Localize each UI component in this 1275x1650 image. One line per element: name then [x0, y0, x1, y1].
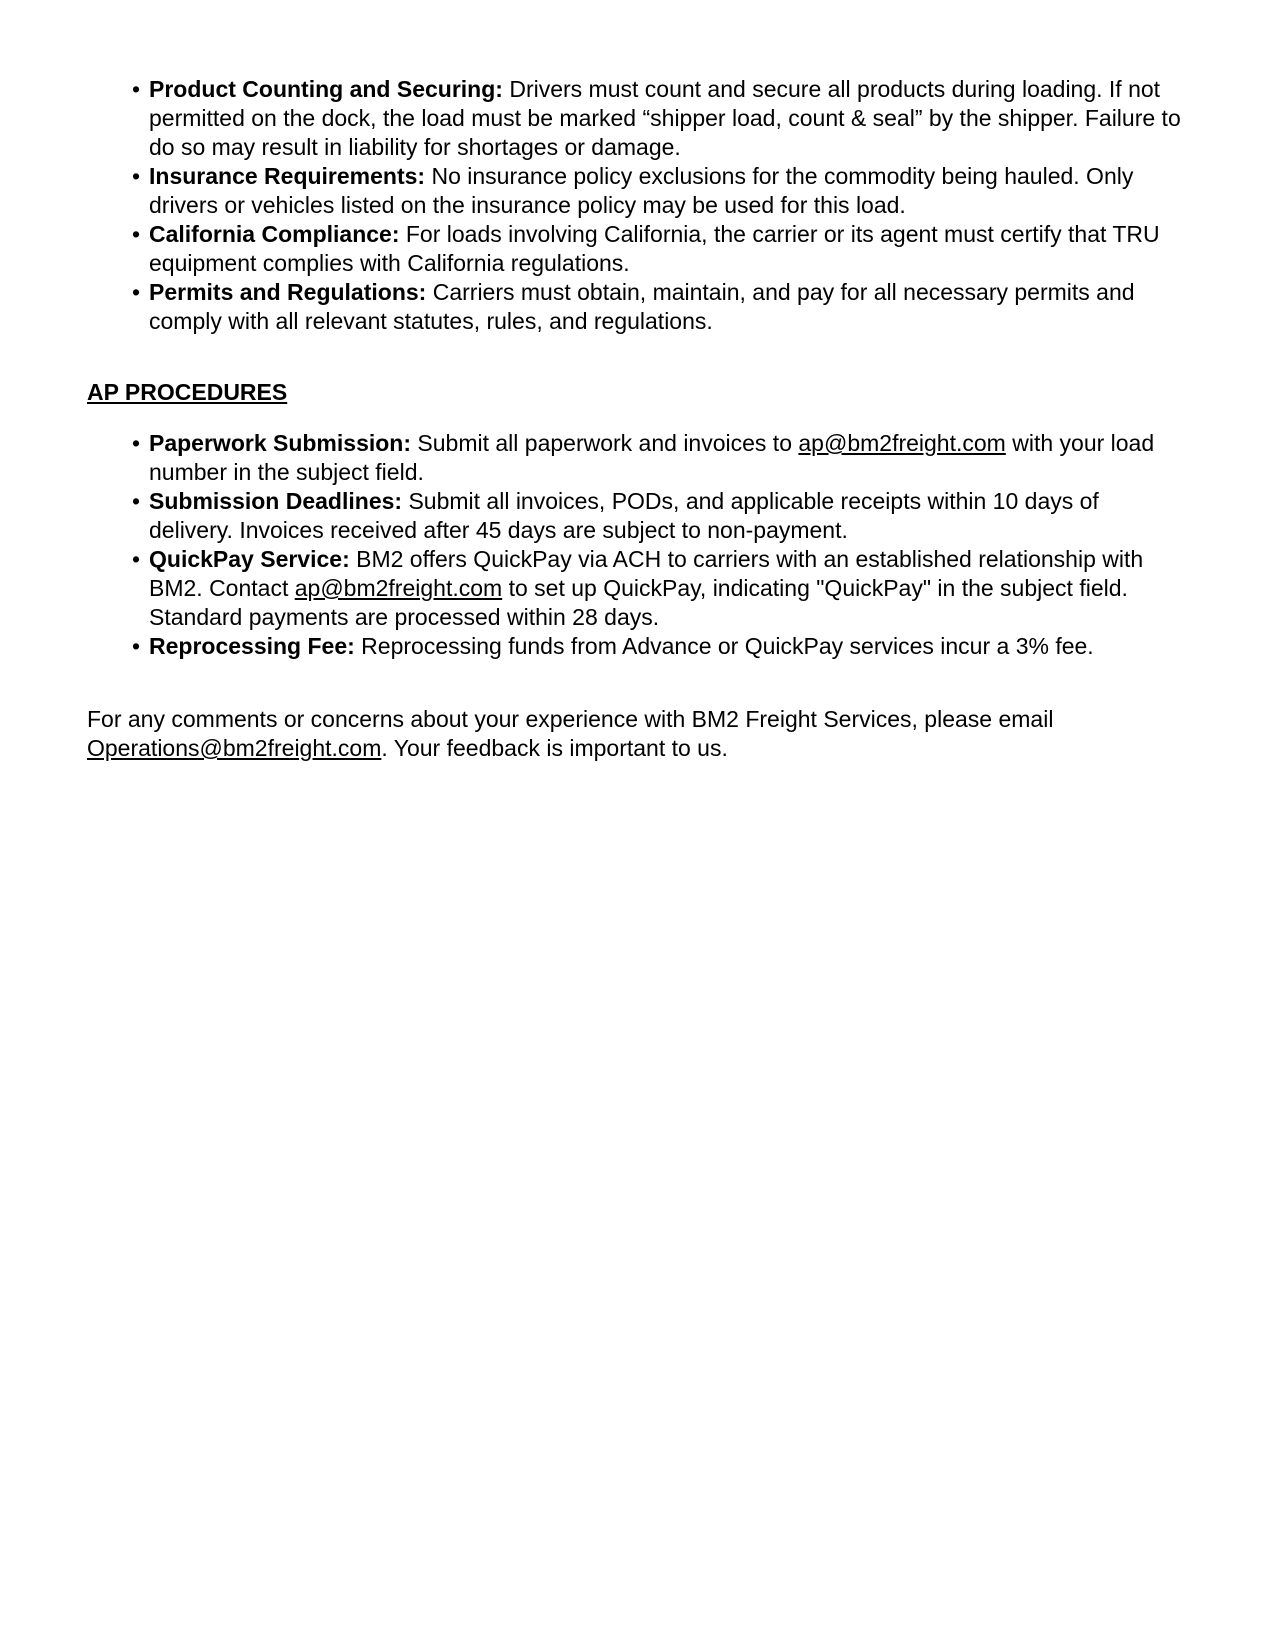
list-item-product-counting	[0, 75, 1189, 162]
bullet-icon: •	[132, 76, 141, 102]
bullet-icon: •	[132, 488, 141, 514]
quickpay-email-link[interactable]: ap@bm2freight.com	[294, 575, 503, 601]
ap-procedures-list	[0, 429, 1189, 661]
item-term: Insurance Requirements:	[149, 163, 426, 189]
item-text: For loads involving California, the carrier or its agent must certify that TRU equipment complies with California regulations.	[149, 221, 1160, 276]
bullet-icon: •	[132, 633, 141, 659]
list-item-california-compliance	[0, 220, 1189, 278]
item-text: to set up QuickPay, indicating "QuickPay" in the subject field. Standard payments are processed within 28 days.	[149, 575, 1128, 630]
requirements-list	[0, 75, 1189, 336]
item-term: Reprocessing Fee:	[149, 633, 355, 659]
list-item-submission-deadlines	[0, 487, 1189, 545]
item-term: Submission Deadlines:	[149, 488, 403, 514]
bullet-icon: •	[132, 163, 141, 189]
list-item-reprocessing-fee	[0, 632, 1189, 661]
item-term: Paperwork Submission:	[149, 430, 412, 456]
item-text: with your load number in the subject field.	[149, 430, 1155, 485]
ap-procedures-heading: AP PROCEDURES	[87, 379, 288, 405]
item-text: Carriers must obtain, maintain, and pay for all necessary permits and comply with all relevant statutes, rules, and regulations.	[149, 279, 1135, 334]
closing-paragraph	[87, 705, 1187, 763]
closing-text: For any comments or concerns about your experience with BM2 Freight Services, please email	[87, 706, 1054, 732]
list-item-permits-regulations	[0, 278, 1189, 336]
item-term: Product Counting and Securing:	[149, 76, 503, 102]
operations-email-link[interactable]: Operations@bm2freight.com	[87, 735, 382, 761]
item-text: Submit all paperwork and invoices to	[411, 430, 799, 456]
ap-email-link[interactable]: ap@bm2freight.com	[798, 430, 1006, 456]
item-text: Reprocessing funds from Advance or QuickPay services incur a 3% fee.	[354, 633, 1094, 659]
item-text: No insurance policy exclusions for the commodity being hauled. Only drivers or vehicles listed on the insurance policy may be used for this load.	[149, 163, 1134, 218]
list-item-quickpay-service	[0, 545, 1189, 632]
bullet-icon: •	[132, 430, 141, 456]
item-term: Permits and Regulations:	[149, 279, 427, 305]
list-item-insurance-requirements	[0, 162, 1189, 220]
item-text: BM2 offers QuickPay via ACH to carriers with an established relationship with BM2. Contact	[149, 546, 1144, 601]
closing-text: . Your feedback is important to us.	[381, 735, 728, 761]
bullet-icon: •	[132, 546, 141, 572]
item-term: QuickPay Service:	[149, 546, 350, 572]
list-item-paperwork-submission	[0, 429, 1189, 487]
item-text: Submit all invoices, PODs, and applicable receipts within 10 days of delivery. Invoices received after 45 days are subject to non-payment.	[149, 488, 1099, 543]
item-text: Drivers must count and secure all products during loading. If not permitted on the dock, the load must be marked “shipper load, count & seal” by the shipper. Failure to do so may result in liability for shortages or damage.	[149, 76, 1181, 160]
bullet-icon: •	[132, 221, 141, 247]
item-term: California Compliance:	[149, 221, 400, 247]
bullet-icon: •	[132, 279, 141, 305]
